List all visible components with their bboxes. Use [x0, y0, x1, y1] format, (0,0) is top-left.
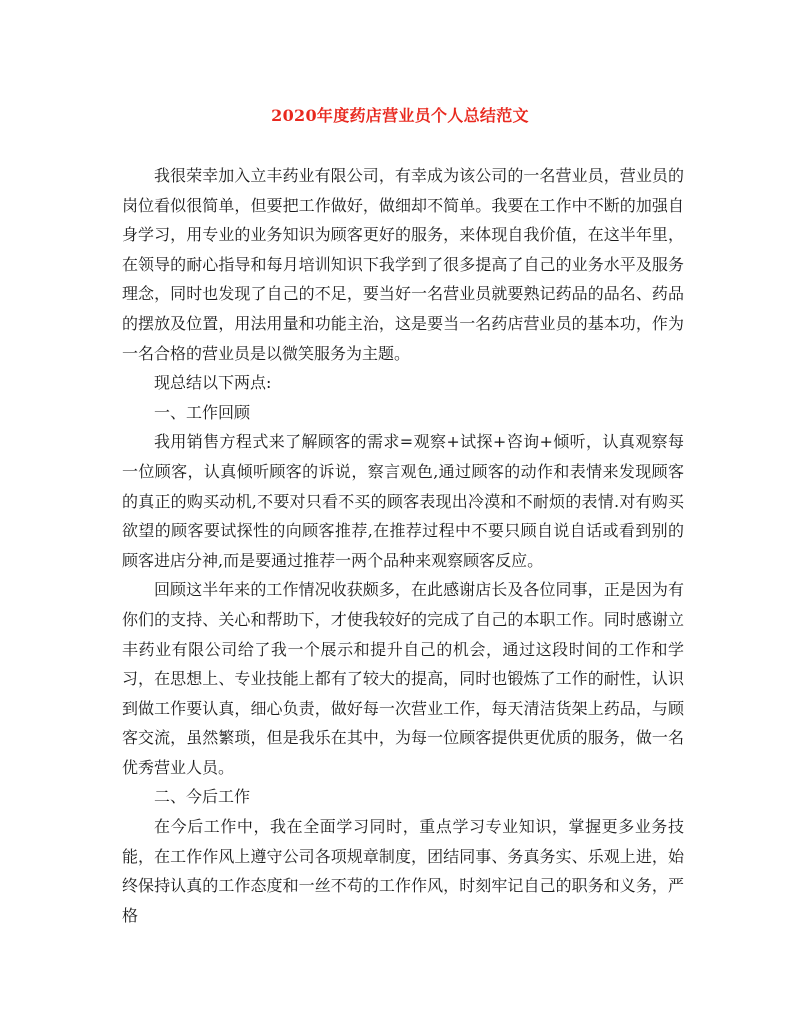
- paragraph-review: 回顾这半年来的工作情况收获颇多，在此感谢店长及各位同事，正是因为有你们的支持、关心和帮助下，才使我较好的完成了自己的本职工作。同时感谢立丰药业有限公司给了我一个展示和提升自己的机会，通过这段时间的工作和学习，在思想上、专业技能上都有了较大的提高，同时也锻炼了工作的耐性，认识到做工作要认真，细心负责，做好每一次营业工作，每天清洁货架上药品，与顾客交流，虽然繁琐，但是我乐在其中，为每一位顾客提供更优质的服务，做一名优秀营业人员。: [122, 580, 684, 777]
- paragraph-intro: 我很荣幸加入立丰药业有限公司，有幸成为该公司的一名营业员，营业员的岗位看似很简单，但要把工作做好，做细却不简单。我要在工作中不断的加强自身学习，用专业的业务知识为顾客更好的服务，来体现自我价值，在这半年里，在领导的耐心指导和每月培训知识下我学到了很多提高了自己的业务水平及服务理念，同时也发现了自己的不足，要当好一名营业员就要熟记药品的品名、药品的摆放及位置，用法用量和功能主治，这是要当一名药店营业员的基本功，作为一名合格的营业员是以微笑服务为主题。: [122, 166, 684, 363]
- paragraph-future: 在今后工作中，我在全面学习同时，重点学习专业知识，掌握更多业务技能，在工作作风上遵守公司各项规章制度，团结同事、务真务实、乐观上进，始终保持认真的工作态度和一丝不苟的工作作风，时刻牢记自己的职务和义务，严格: [122, 817, 684, 925]
- section-heading-work-review: 一、工作回顾: [154, 402, 251, 422]
- paragraph-sales-method: 我用销售方程式来了解顾客的需求=观察+试探+咨询+倾听，认真观察每一位顾客，认真倾听顾客的诉说，察言观色,通过顾客的动作和表情来发现顾客的真正的购买动机,不要对只看不买的顾客表现出冷漠和不耐烦的表情.对有购买欲望的顾客要试探性的向顾客推荐,在推荐过程中不要只顾自说自话或看到别的顾客进店分神,而是要通过推荐一两个品种来观察顾客反应。: [122, 432, 684, 570]
- paragraph-summary-lead: 现总结以下两点:: [154, 373, 272, 393]
- section-heading-future-work: 二、今后工作: [154, 787, 251, 807]
- document-title: 2020年度药店营业员个人总结范文: [271, 106, 529, 125]
- document-body: [122, 161, 684, 930]
